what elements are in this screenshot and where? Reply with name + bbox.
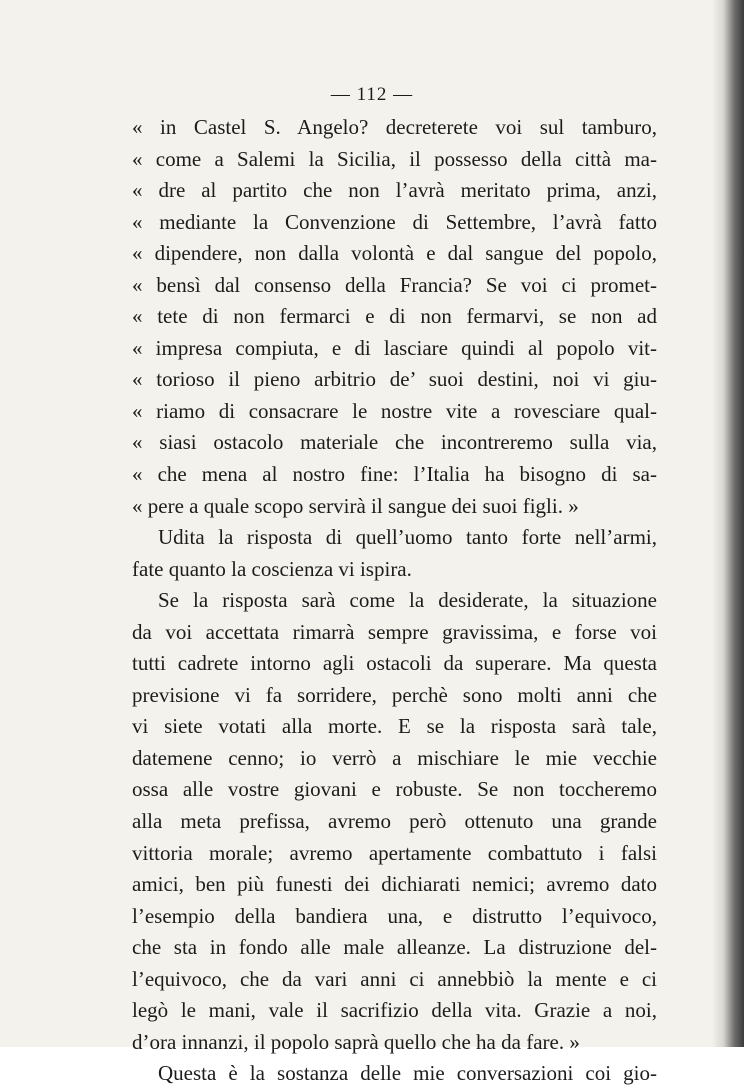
text-line: Udita la risposta di quell’uomo tanto forte nell’armi,	[158, 525, 657, 550]
text-line: l’equivoco, che da vari anni ci annebbiò la mente e ci	[132, 966, 657, 991]
text-line: Questa è la sostanza delle mie conversazioni coi gio-	[158, 1061, 657, 1086]
text-line: Se la risposta sarà come la desiderate, la situazione	[158, 588, 657, 613]
text-line: l’esempio della bandiera una, e distrutto l’equivoco,	[132, 903, 657, 928]
text-line: « riamo di consacrare le nostre vite a rovesciare qual-	[132, 398, 657, 423]
text-line: « mediante la Convenzione di Settembre, l’avrà fatto	[132, 209, 657, 234]
text-line: ossa alle vostre giovani e robuste. Se non toccheremo	[132, 777, 657, 802]
text-line: amici, ben più funesti dei dichiarati nemici; avremo dato	[132, 872, 657, 897]
scan-edge-shadow	[712, 0, 744, 1047]
text-line: che sta in fondo alle male alleanze. La distruzione del-	[132, 935, 657, 960]
text-line: « tete di non fermarci e di non fermarvi, se non ad	[132, 304, 657, 329]
text-line: « bensì dal consenso della Francia? Se voi ci promet-	[132, 272, 657, 297]
text-line: « siasi ostacolo materiale che incontreremo sulla via,	[132, 430, 657, 455]
text-line: d’ora innanzi, il popolo saprà quello che ha da fare. »	[132, 1029, 580, 1054]
text-line: vi siete votati alla morte. E se la risposta sarà tale,	[132, 714, 657, 739]
text-line: « come a Salemi la Sicilia, il possesso della città ma-	[132, 146, 657, 171]
text-line: legò le mani, vale il sacrifizio della vita. Grazie a noi,	[132, 998, 657, 1023]
text-line: « dre al partito che non l’avrà meritato prima, anzi,	[132, 178, 657, 203]
text-line: « in Castel S. Angelo? decreterete voi sul tamburo,	[132, 115, 657, 139]
body-text	[132, 112, 657, 1090]
text-line: alla meta prefissa, avremo però ottenuto una grande	[132, 809, 657, 834]
text-line: fate quanto la coscienza vi ispira.	[132, 556, 412, 581]
page-number: — 112 —	[330, 84, 414, 105]
text-line: vittoria morale; avremo apertamente combattuto i falsi	[132, 840, 657, 865]
text-line: « torioso il pieno arbitrio de’ suoi destini, noi vi giu-	[132, 367, 657, 392]
text-line: tutti cadrete intorno agli ostacoli da superare. Ma questa	[132, 651, 657, 676]
text-line: « che mena al nostro fine: l’Italia ha bisogno di sa-	[132, 462, 657, 487]
text-line: « dipendere, non dalla volontà e dal sangue del popolo,	[132, 241, 657, 266]
text-line: « pere a quale scopo servirà il sangue dei suoi figli. »	[132, 493, 579, 518]
text-line: « impresa compiuta, e di lasciare quindi al popolo vit-	[132, 335, 657, 360]
text-line: previsione vi fa sorridere, perchè sono molti anni che	[132, 682, 657, 707]
text-line: datemene cenno; io verrò a mischiare le mie vecchie	[132, 745, 657, 770]
text-line: da voi accettata rimarrà sempre gravissima, e forse voi	[132, 619, 657, 644]
